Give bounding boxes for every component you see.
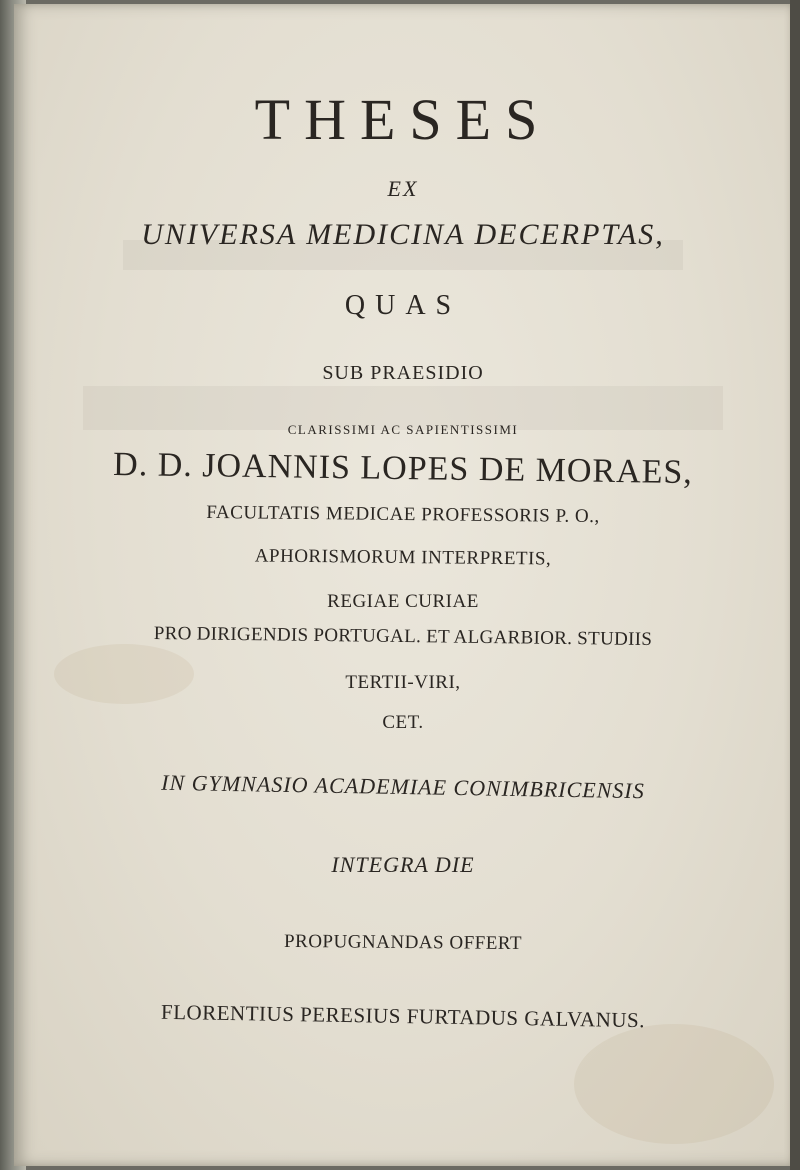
integra-die-line: INTEGRA DIE (331, 852, 475, 877)
author-name: FLORENTIUS PERESIUS FURTADUS GALVANUS. (160, 999, 646, 1033)
subject-line: UNIVERSA MEDICINA DECERPTAS, (141, 218, 665, 251)
sub-praesidio-line: SUB PRAESIDIO (322, 362, 484, 384)
page-edge (790, 0, 800, 1170)
location-line: IN GYMNASIO ACADEMIAE CONIMBRICENSIS (161, 769, 645, 804)
president-title-5: TERTII-VIRI, (345, 672, 461, 693)
offert-line: PROPUGNANDAS OFFERT (283, 930, 523, 955)
president-title-4: PRO DIRIGENDIS PORTUGAL. ET ALGARBIOR. STUDIIS (153, 622, 653, 651)
president-title-2: APHORISMORUM INTERPRETIS, (254, 545, 552, 570)
cet-line: CET. (382, 712, 424, 733)
quas-line: QUAS (344, 290, 462, 321)
president-title-3: REGIAE CURIAE (327, 591, 479, 612)
president-name: D. D. JOANNIS LOPES DE MORAES, (112, 445, 694, 492)
ex-line: EX (387, 176, 419, 201)
president-title-1: FACULTATIS MEDICAE PROFESSORIS P. O., (206, 501, 600, 528)
paper-stain (574, 1024, 774, 1144)
page-title: THESES (254, 87, 552, 152)
clarissimi-line: CLARISSIMI AC SAPIENTISSIMI (287, 422, 519, 437)
paper-sheet (14, 4, 792, 1166)
